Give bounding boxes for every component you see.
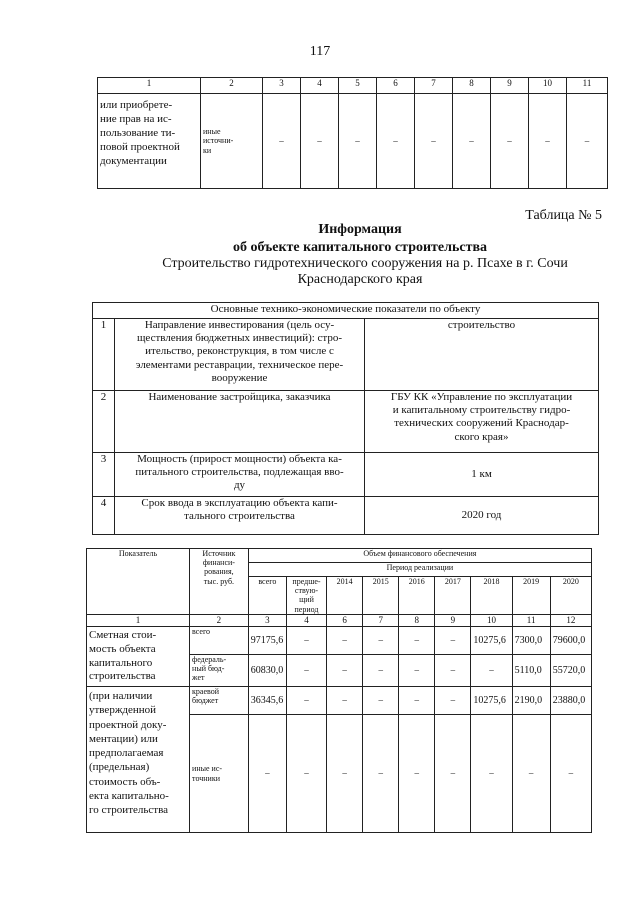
top-header-cell: 6 [377, 78, 415, 94]
top-header-cell: 7 [415, 78, 453, 94]
info-table-header: Основные технико-экономические показатели по объекту [93, 303, 599, 319]
fin-value: – [399, 715, 435, 833]
source-header: Источник финанси- рования, тыс. руб. [190, 549, 249, 615]
fin-source: иные ис- точники [190, 715, 249, 833]
year-header: 2019 [512, 577, 550, 615]
total-header: всего [248, 577, 286, 615]
fin-value: 36345,6 [248, 687, 286, 715]
info-row-number: 4 [93, 497, 115, 535]
top-dash-cell: – [453, 94, 491, 189]
subtitle-line1: Строительство гидротехнического сооружения на р. Псахе в г. Сочи [162, 256, 568, 271]
col-number: 8 [399, 615, 435, 627]
period-header: Период реализации [248, 563, 591, 577]
financing-table [86, 548, 592, 833]
fin-value: – [363, 687, 399, 715]
estimated-cost-note: (при наличии утвержденной проектной доку- ментации) или предполагаемая (предельная) стоимость объ- екта капитально- го строительства [87, 687, 190, 833]
info-row-label: Направление инвестирования (цель осу- ществления бюджетных инвестиций): стро- ительство, реконструкция, в том числе с элементами реставрации, техническое пере- вооружение [115, 319, 365, 391]
top-dash-cell: – [567, 94, 608, 189]
fin-value: – [471, 715, 512, 833]
col-number: 9 [435, 615, 471, 627]
fin-source: федераль- ный бюд- жет [190, 655, 249, 687]
fin-value: 2190,0 [512, 687, 550, 715]
top-table [97, 77, 608, 189]
fin-value: 10275,6 [471, 687, 512, 715]
fin-value: 5110,0 [512, 655, 550, 687]
top-dash-cell: – [415, 94, 453, 189]
year-header: 2014 [327, 577, 363, 615]
fin-value: 10275,6 [471, 627, 512, 655]
info-row-value: строительство [365, 319, 599, 391]
top-dash-cell: – [377, 94, 415, 189]
top-header-cell: 2 [201, 78, 263, 94]
fin-value: 55720,0 [550, 655, 591, 687]
info-row-label: Срок ввода в эксплуатацию объекта капи- тального строительства [115, 497, 365, 535]
info-row-label: Мощность (прирост мощности) объекта ка- питального строительства, подлежащая вво- ду [115, 453, 365, 497]
top-header-cell: 10 [529, 78, 567, 94]
fin-value: – [286, 715, 326, 833]
info-row-number: 3 [93, 453, 115, 497]
info-row-value: 2020 год [365, 497, 599, 535]
year-header: 2015 [363, 577, 399, 615]
fin-value: 60830,0 [248, 655, 286, 687]
col-number: 12 [550, 615, 591, 627]
fin-value: – [248, 715, 286, 833]
fin-value: – [550, 715, 591, 833]
year-header: 2018 [471, 577, 512, 615]
fin-value: – [327, 715, 363, 833]
top-header-cell: 4 [301, 78, 339, 94]
fin-value: – [399, 687, 435, 715]
fin-value: 23880,0 [550, 687, 591, 715]
col-number: 4 [286, 615, 326, 627]
fin-value: – [435, 655, 471, 687]
col-number: 7 [363, 615, 399, 627]
info-row-label: Наименование застройщика, заказчика [115, 391, 365, 453]
top-header-cell: 11 [567, 78, 608, 94]
prev-period-header: предше- ствую- щий период [286, 577, 326, 615]
fin-source: всего [190, 627, 249, 655]
info-table [92, 302, 599, 535]
col-number: 2 [190, 615, 249, 627]
fin-value: 97175,6 [248, 627, 286, 655]
fin-value: – [327, 687, 363, 715]
year-header: 2016 [399, 577, 435, 615]
top-header-cell: 8 [453, 78, 491, 94]
top-row-source: иные источни- ки [201, 94, 263, 189]
fin-value: – [471, 655, 512, 687]
top-header-cell: 3 [263, 78, 301, 94]
top-dash-cell: – [301, 94, 339, 189]
fin-value: – [399, 627, 435, 655]
info-row-value: 1 км [365, 453, 599, 497]
info-row-number: 1 [93, 319, 115, 391]
fin-value: – [512, 715, 550, 833]
fin-source: краевой бюджет [190, 687, 249, 715]
col-number: 6 [327, 615, 363, 627]
fin-value: – [399, 655, 435, 687]
top-header-cell: 9 [491, 78, 529, 94]
fin-value: – [327, 627, 363, 655]
heading-title: Информация [318, 222, 402, 237]
fin-value: – [327, 655, 363, 687]
indicator-header: Показатель [87, 549, 190, 615]
fin-value: – [286, 655, 326, 687]
page-number: 117 [309, 44, 331, 59]
subtitle-line2: Краснодарского края [297, 272, 423, 287]
volume-header: Объем финансового обеспечения [248, 549, 591, 563]
info-row-number: 2 [93, 391, 115, 453]
fin-value: 79600,0 [550, 627, 591, 655]
estimated-cost-label: Сметная стои- мость объекта капитального строительства [87, 627, 190, 687]
fin-value: – [286, 627, 326, 655]
fin-value: – [363, 655, 399, 687]
top-header-cell: 1 [98, 78, 201, 94]
fin-value: 7300,0 [512, 627, 550, 655]
fin-value: – [435, 627, 471, 655]
col-number: 3 [248, 615, 286, 627]
top-row-label: или приобрете- ние прав на ис- пользование ти- повой проектной документации [98, 94, 201, 189]
fin-value: – [363, 627, 399, 655]
year-header: 2020 [550, 577, 591, 615]
top-dash-cell: – [263, 94, 301, 189]
fin-value: – [435, 715, 471, 833]
col-number: 1 [87, 615, 190, 627]
top-header-cell: 5 [339, 78, 377, 94]
col-number: 11 [512, 615, 550, 627]
info-row-value: ГБУ КК «Управление по эксплуатации и капитальному строительству гидро- технических сооружений Краснодар- ского края» [365, 391, 599, 453]
fin-value: – [363, 715, 399, 833]
col-number: 10 [471, 615, 512, 627]
top-dash-cell: – [491, 94, 529, 189]
year-header: 2017 [435, 577, 471, 615]
top-dash-cell: – [339, 94, 377, 189]
heading-subject: об объекте капитального строительства [232, 240, 488, 255]
top-dash-cell: – [529, 94, 567, 189]
table-label: Таблица № 5 [525, 208, 602, 223]
fin-value: – [435, 687, 471, 715]
fin-value: – [286, 687, 326, 715]
